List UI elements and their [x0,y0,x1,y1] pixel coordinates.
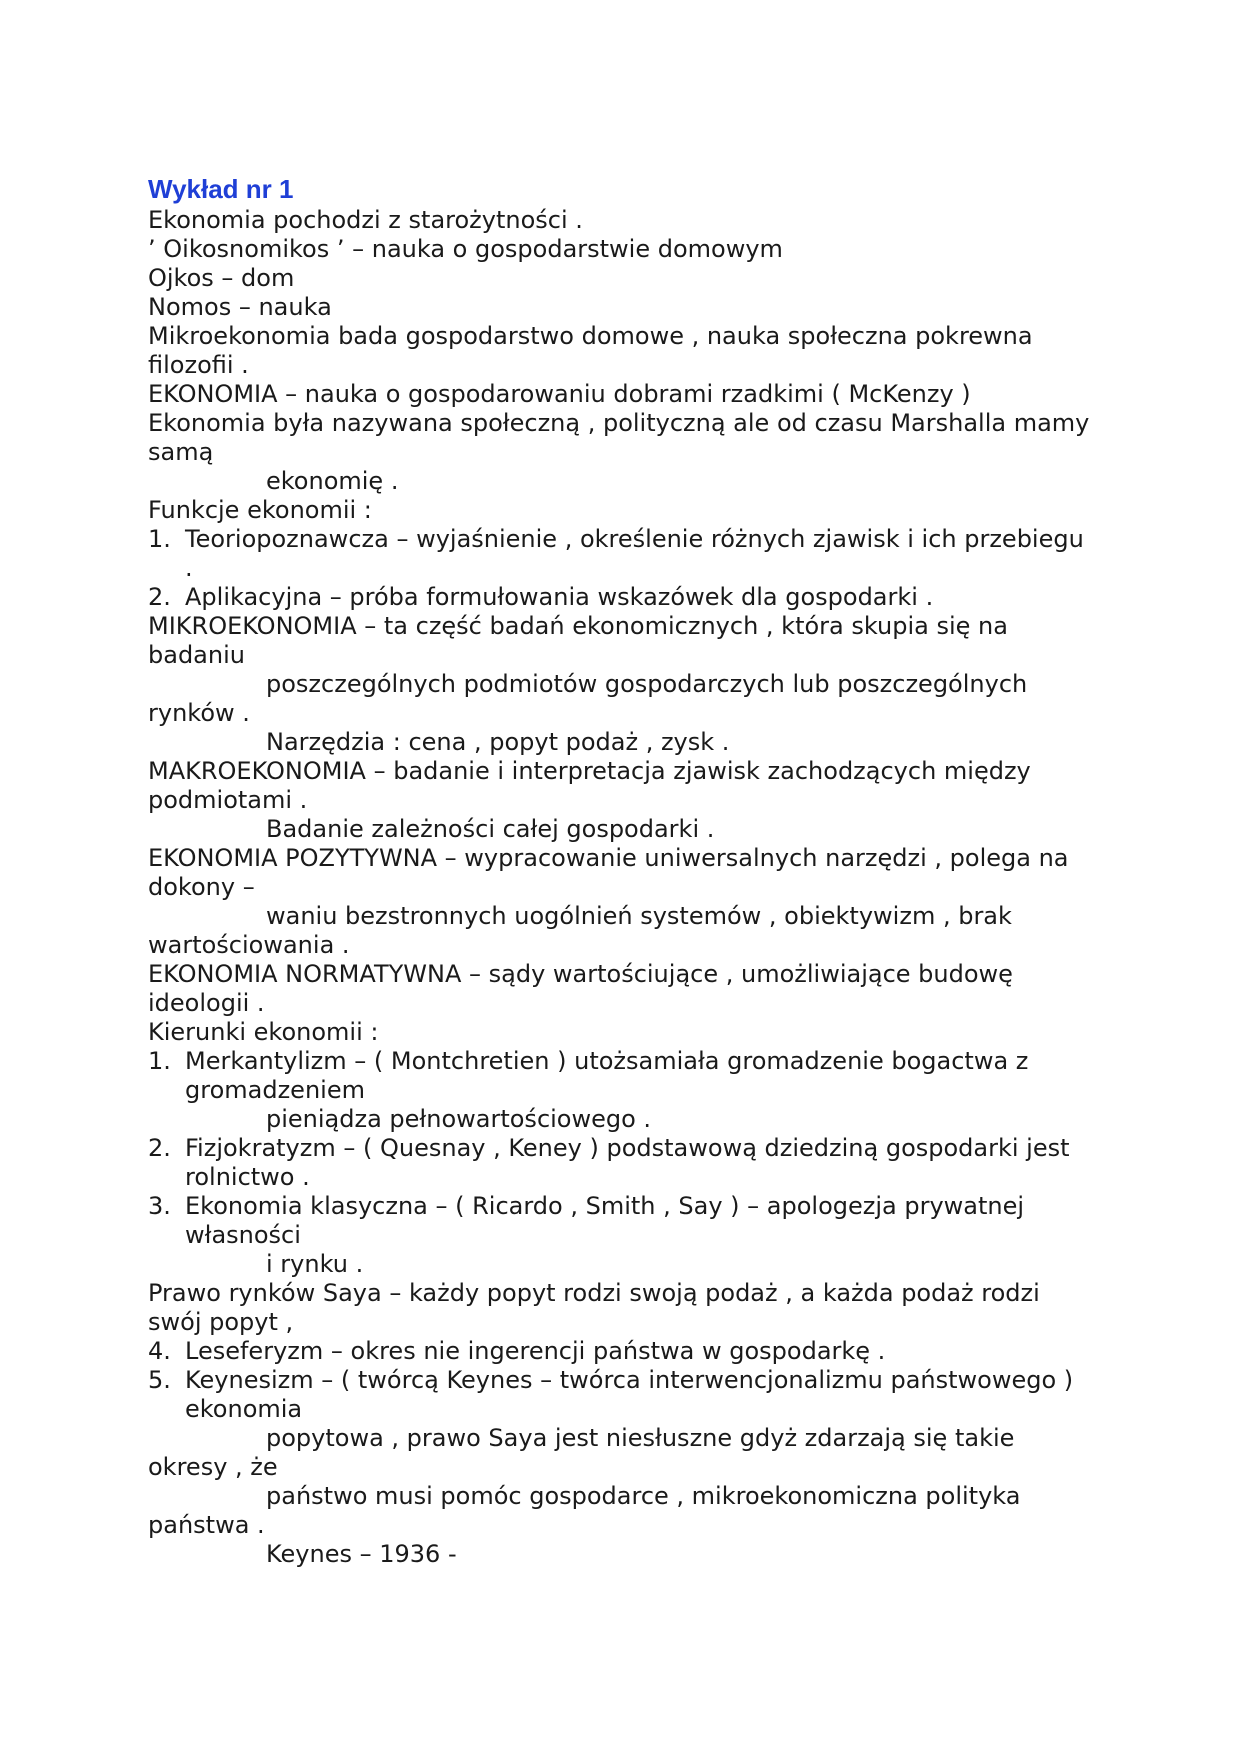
list-text [185,1192,1098,1279]
list-text: Teoriopoznawcza – wyjaśnienie , określenie różnych zjawisk i ich przebiegu . [185,525,1084,582]
paragraph-origin: Ekonomia pochodzi z starożytności . [148,206,583,234]
list-text: Keynesizm – ( twórcą Keynes – twórca interwencjonalizmu państwowego ) ekonomia [185,1366,1074,1423]
list-text: Fizjokratyzm – ( Quesnay , Keney ) podstawową dziedziną gospodarki jest rolnictwo . [185,1134,1070,1191]
paragraph-makro-def: MAKROEKONOMIA – badanie i interpretacja zjawisk zachodzących między podmiotami . [148,757,1031,814]
list-text: Aplikacyjna – próba formułowania wskazówek dla gospodarki . [185,583,934,611]
list-item [148,525,1098,583]
paragraph-mikro-def-cont: poszczególnych podmiotów gospodarczych lub poszczególnych [266,670,1028,698]
list-item [148,1047,1098,1134]
paragraph-normatywna: EKONOMIA NORMATYWNA – sądy wartościujące , umożliwiające budowę ideologii . [148,960,1013,1017]
list-text-main: Merkantylizm – ( Montchretien ) utożsamiała gromadzenie bogactwa z gromadzeniem [185,1047,1029,1104]
list-number: 2. [148,1134,171,1162]
list-number: 2. [148,583,171,611]
paragraph-pozytywna-cont2: wartościowania . [148,931,350,959]
list-text: Leseferyzm – okres nie ingerencji państwa w gospodarkę . [185,1337,886,1365]
paragraph-mikro-tools: Narzędzia : cena , popyt podaż , zysk . [266,728,730,756]
list-text-cont: pieniądza pełnowartościowego . [266,1105,652,1133]
list-number: 5. [148,1366,171,1394]
paragraph-ekonomia-definition: EKONOMIA – nauka o gospodarowaniu dobrami rzadkimi ( McKenzy ) [148,380,971,408]
paragraph-keynes-cont2: okresy , że [148,1453,278,1481]
list-text-cont: i rynku . [266,1250,364,1278]
paragraph-pozytywna: EKONOMIA POZYTYWNA – wypracowanie uniwersalnych narzędzi , polega na dokony – [148,844,1069,901]
list-text-main: Ekonomia klasyczna – ( Ricardo , Smith , Say ) – apologezja prywatnej własności [185,1192,1025,1249]
paragraph-mikroekonomia: Mikroekonomia bada gospodarstwo domowe , nauka społeczna pokrewna filozofii . [148,322,1033,379]
list-item [148,583,1098,612]
paragraph-ojkos: Ojkos – dom [148,264,295,292]
paragraph-prawo-saya: Prawo rynków Saya – każdy popyt rodzi swoją podaż , a każda podaż rodzi swój popyt , [148,1279,1040,1336]
paragraph-oikosnomikos: ’ Oikosnomikos ’ – nauka o gospodarstwie domowym [148,235,783,263]
paragraph-keynes-year: Keynes – 1936 - [266,1540,457,1568]
paragraph-keynes-cont3: państwo musi pomóc gospodarce , mikroekonomiczna polityka [266,1482,1021,1510]
paragraph-keynes-cont4: państwa . [148,1511,265,1539]
paragraph-makro-def-cont: Badanie zależności całej gospodarki . [266,815,715,843]
list-item [148,1134,1098,1192]
heading-kierunki: Kierunki ekonomii : [148,1018,379,1046]
paragraph-mikro-def: MIKROEKONOMIA – ta część badań ekonomicznych , która skupia się na badaniu [148,612,1008,669]
list-item [148,1366,1098,1424]
paragraph-ekonomia-history-cont: ekonomię . [266,467,399,495]
list-item [148,1337,1098,1366]
list-number: 3. [148,1192,171,1220]
paragraph-mikro-def-cont2: rynków . [148,699,250,727]
list-number: 1. [148,1047,171,1075]
lecture-title: Wykład nr 1 [148,174,294,204]
paragraph-nomos: Nomos – nauka [148,293,332,321]
paragraph-keynes-cont: popytowa , prawo Saya jest niesłuszne gdyż zdarzają się takie [266,1424,1015,1452]
paragraph-ekonomia-history: Ekonomia była nazywana społeczną , polityczną ale od czasu Marshalla mamy samą [148,409,1090,466]
list-text [185,1047,1098,1134]
list-number: 4. [148,1337,171,1365]
heading-funkcje: Funkcje ekonomii : [148,496,372,524]
list-number: 1. [148,525,171,553]
document-page [148,172,1098,1569]
paragraph-pozytywna-cont: waniu bezstronnych uogólnień systemów , obiektywizm , brak [266,902,1012,930]
list-item [148,1192,1098,1279]
